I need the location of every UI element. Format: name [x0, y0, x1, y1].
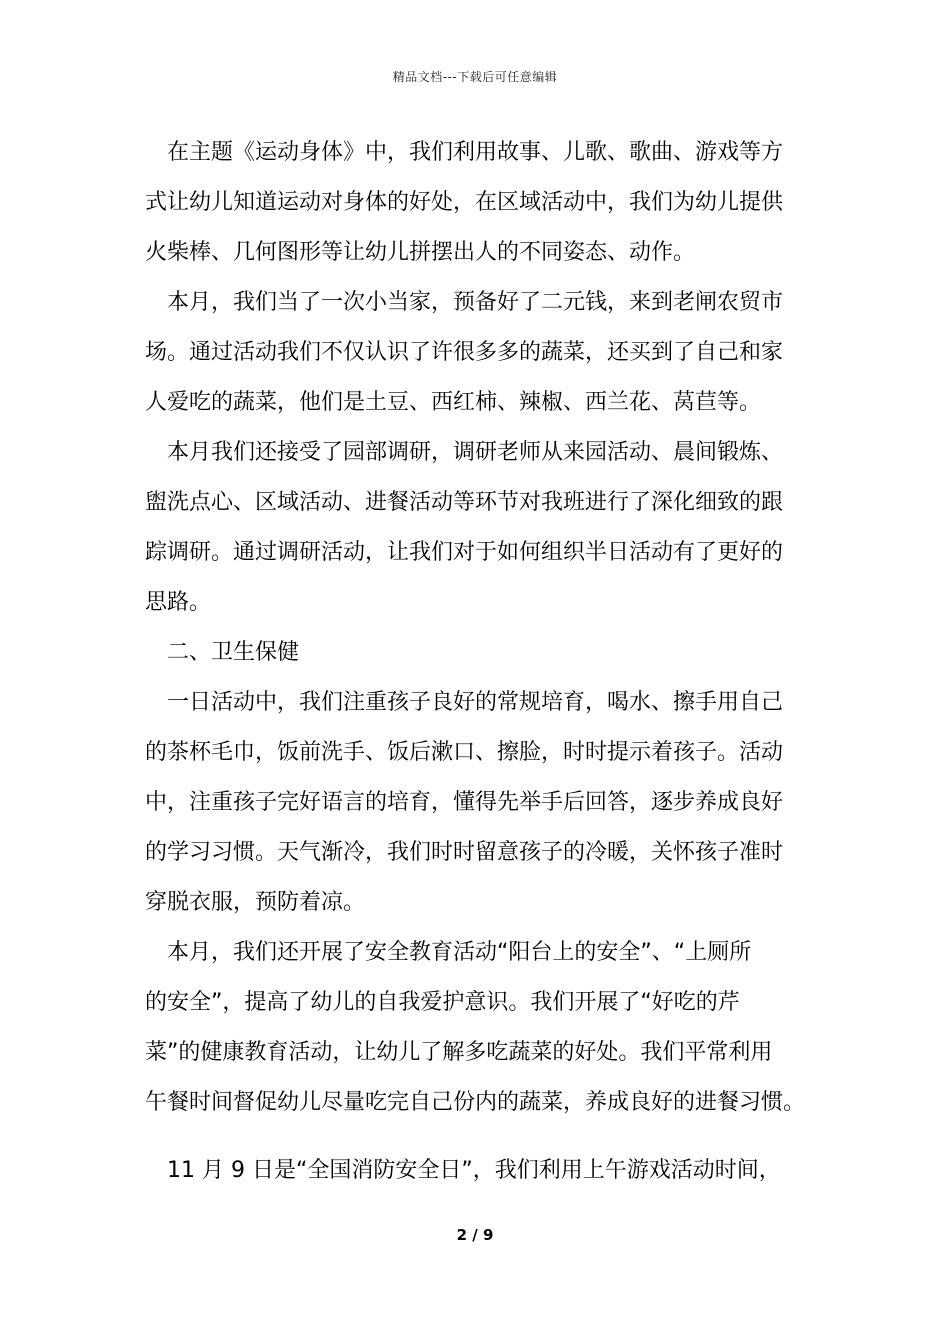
paragraph-line: 式让幼儿知道运动对身体的好处，在区域活动中，我们为幼儿提供 — [145, 190, 784, 215]
paragraph-3 — [145, 428, 825, 628]
paragraph-4 — [145, 678, 825, 928]
paragraph-line: 思路。 — [145, 590, 212, 615]
section-heading-text: 二、卫生保健 — [167, 640, 300, 665]
paragraph-line: 午餐时间督促幼儿尽量吃完自己份内的蔬菜，养成良好的进餐习惯。 — [145, 1090, 806, 1115]
paragraph-line: 的学习习惯。天气渐冷，我们时时留意孩子的冷暖，关怀孩子准时 — [145, 840, 784, 865]
paragraph-line: 一日活动中，我们注重孩子良好的常规培育，喝水、擦手用自己 — [167, 690, 784, 715]
paragraph-line: 穿脱衣服，预防着凉。 — [145, 890, 366, 915]
header-text: 精品文档---下载后可任意编辑 — [392, 70, 558, 84]
paragraph-line: 盥洗点心、区域活动、进餐活动等环节对我班进行了深化细致的跟 — [145, 490, 784, 515]
paragraph-line: 11 月 9 日是“全国消防安全日”，我们利用上午游戏活动时间， — [167, 1158, 781, 1183]
page-current: 2 — [456, 1226, 468, 1244]
paragraph-line: 在主题《运动身体》中，我们利用故事、儿歌、歌曲、游戏等方 — [167, 140, 784, 165]
paragraph-5 — [145, 928, 825, 1128]
paragraph-line: 菜”的健康教育活动，让幼儿了解多吃蔬菜的好处。我们平常利用 — [145, 1040, 773, 1065]
paragraph-line: 的茶杯毛巾，饭前洗手、饭后漱口、擦脸，时时提示着孩子。活动 — [145, 740, 784, 765]
page-separator: / — [472, 1226, 478, 1244]
paragraph-line: 火柴棒、几何图形等让幼儿拼摆出人的不同姿态、动作。 — [145, 240, 696, 265]
page-total: 9 — [482, 1226, 494, 1244]
page-number — [0, 1226, 950, 1244]
document-body — [145, 128, 825, 1196]
paragraph-line: 的安全”，提高了幼儿的自我爱护意识。我们开展了“好吃的芹 — [145, 990, 740, 1015]
paragraph-line: 本月，我们还开展了安全教育活动“阳台上的安全”、“上厕所 — [167, 940, 752, 965]
paragraph-line: 人爱吃的蔬菜，他们是土豆、西红柿、辣椒、西兰花、莴苣等。 — [145, 390, 762, 415]
paragraph-6 — [145, 1146, 825, 1196]
paragraph-line: 本月我们还接受了园部调研，调研老师从来园活动、晨间锻炼、 — [167, 440, 784, 465]
paragraph-line: 本月，我们当了一次小当家，预备好了二元钱，来到老闸农贸市 — [167, 290, 784, 315]
paragraph-1 — [145, 128, 825, 278]
paragraph-line: 场。通过活动我们不仅认识了许很多多的蔬菜，还买到了自己和家 — [145, 340, 784, 365]
section-heading — [145, 628, 825, 678]
paragraph-2 — [145, 278, 825, 428]
paragraph-gap — [145, 1128, 825, 1146]
page-header — [0, 68, 950, 85]
paragraph-line: 中，注重孩子完好语言的培育，懂得先举手后回答，逐步养成良好 — [145, 790, 784, 815]
paragraph-line: 踪调研。通过调研活动，让我们对于如何组织半日活动有了更好的 — [145, 540, 784, 565]
